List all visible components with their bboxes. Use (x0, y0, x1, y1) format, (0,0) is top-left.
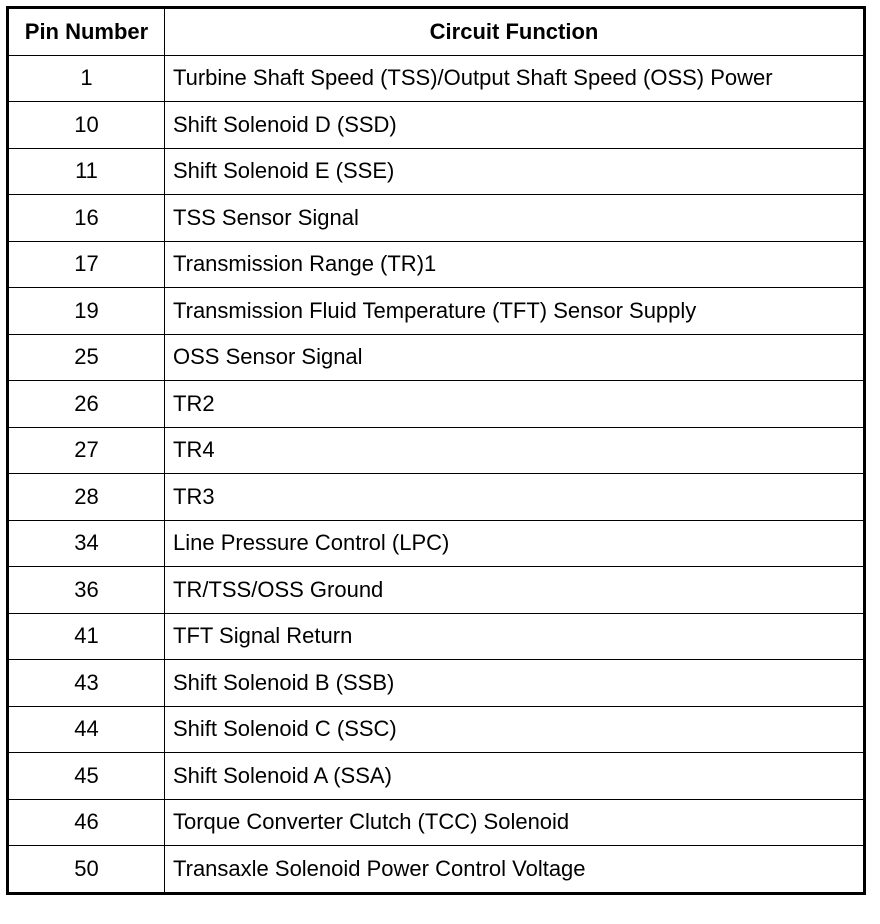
table-row (8, 846, 865, 894)
table-body (8, 55, 865, 893)
circuit-function-cell: Transmission Range (TR)1 (165, 241, 865, 288)
pin-number-cell: 36 (8, 567, 165, 614)
pin-number-cell: 27 (8, 427, 165, 474)
pin-number-cell: 28 (8, 474, 165, 521)
pin-number-cell: 44 (8, 706, 165, 753)
table-row (8, 334, 865, 381)
table-row (8, 753, 865, 800)
pin-number-cell: 11 (8, 148, 165, 195)
table-row (8, 520, 865, 567)
circuit-function-cell: OSS Sensor Signal (165, 334, 865, 381)
circuit-function-cell: TR2 (165, 381, 865, 428)
table-row (8, 55, 865, 102)
circuit-function-cell: Line Pressure Control (LPC) (165, 520, 865, 567)
table-row (8, 148, 865, 195)
circuit-function-cell: TR3 (165, 474, 865, 521)
circuit-function-cell: Transaxle Solenoid Power Control Voltage (165, 846, 865, 894)
circuit-function-cell: Shift Solenoid C (SSC) (165, 706, 865, 753)
circuit-function-cell: Shift Solenoid E (SSE) (165, 148, 865, 195)
table-row (8, 288, 865, 335)
table-row (8, 427, 865, 474)
table-row (8, 660, 865, 707)
pin-number-cell: 19 (8, 288, 165, 335)
circuit-function-cell: TSS Sensor Signal (165, 195, 865, 242)
pinout-table (6, 6, 866, 895)
table-row (8, 474, 865, 521)
table-row (8, 241, 865, 288)
circuit-function-cell: TR/TSS/OSS Ground (165, 567, 865, 614)
circuit-function-cell: Turbine Shaft Speed (TSS)/Output Shaft Speed (OSS) Power (165, 55, 865, 102)
circuit-function-cell: Torque Converter Clutch (TCC) Solenoid (165, 799, 865, 846)
pin-number-cell: 10 (8, 102, 165, 149)
circuit-function-cell: Shift Solenoid A (SSA) (165, 753, 865, 800)
table-row (8, 195, 865, 242)
table-row (8, 613, 865, 660)
pin-number-cell: 1 (8, 55, 165, 102)
pin-number-cell: 26 (8, 381, 165, 428)
pin-number-cell: 34 (8, 520, 165, 567)
table-row (8, 799, 865, 846)
circuit-function-cell: Shift Solenoid D (SSD) (165, 102, 865, 149)
circuit-function-cell: TR4 (165, 427, 865, 474)
pin-number-cell: 45 (8, 753, 165, 800)
table-row (8, 381, 865, 428)
table-row (8, 567, 865, 614)
table-header-row (8, 8, 865, 56)
pin-number-cell: 50 (8, 846, 165, 894)
pinout-table-container (6, 6, 866, 895)
circuit-function-cell: TFT Signal Return (165, 613, 865, 660)
pin-number-cell: 46 (8, 799, 165, 846)
circuit-function-cell: Shift Solenoid B (SSB) (165, 660, 865, 707)
pin-number-cell: 41 (8, 613, 165, 660)
table-row (8, 102, 865, 149)
table-row (8, 706, 865, 753)
pin-number-cell: 43 (8, 660, 165, 707)
header-pin-number: Pin Number (8, 8, 165, 56)
header-circuit-function: Circuit Function (165, 8, 865, 56)
pin-number-cell: 17 (8, 241, 165, 288)
pin-number-cell: 16 (8, 195, 165, 242)
circuit-function-cell: Transmission Fluid Temperature (TFT) Sensor Supply (165, 288, 865, 335)
pin-number-cell: 25 (8, 334, 165, 381)
